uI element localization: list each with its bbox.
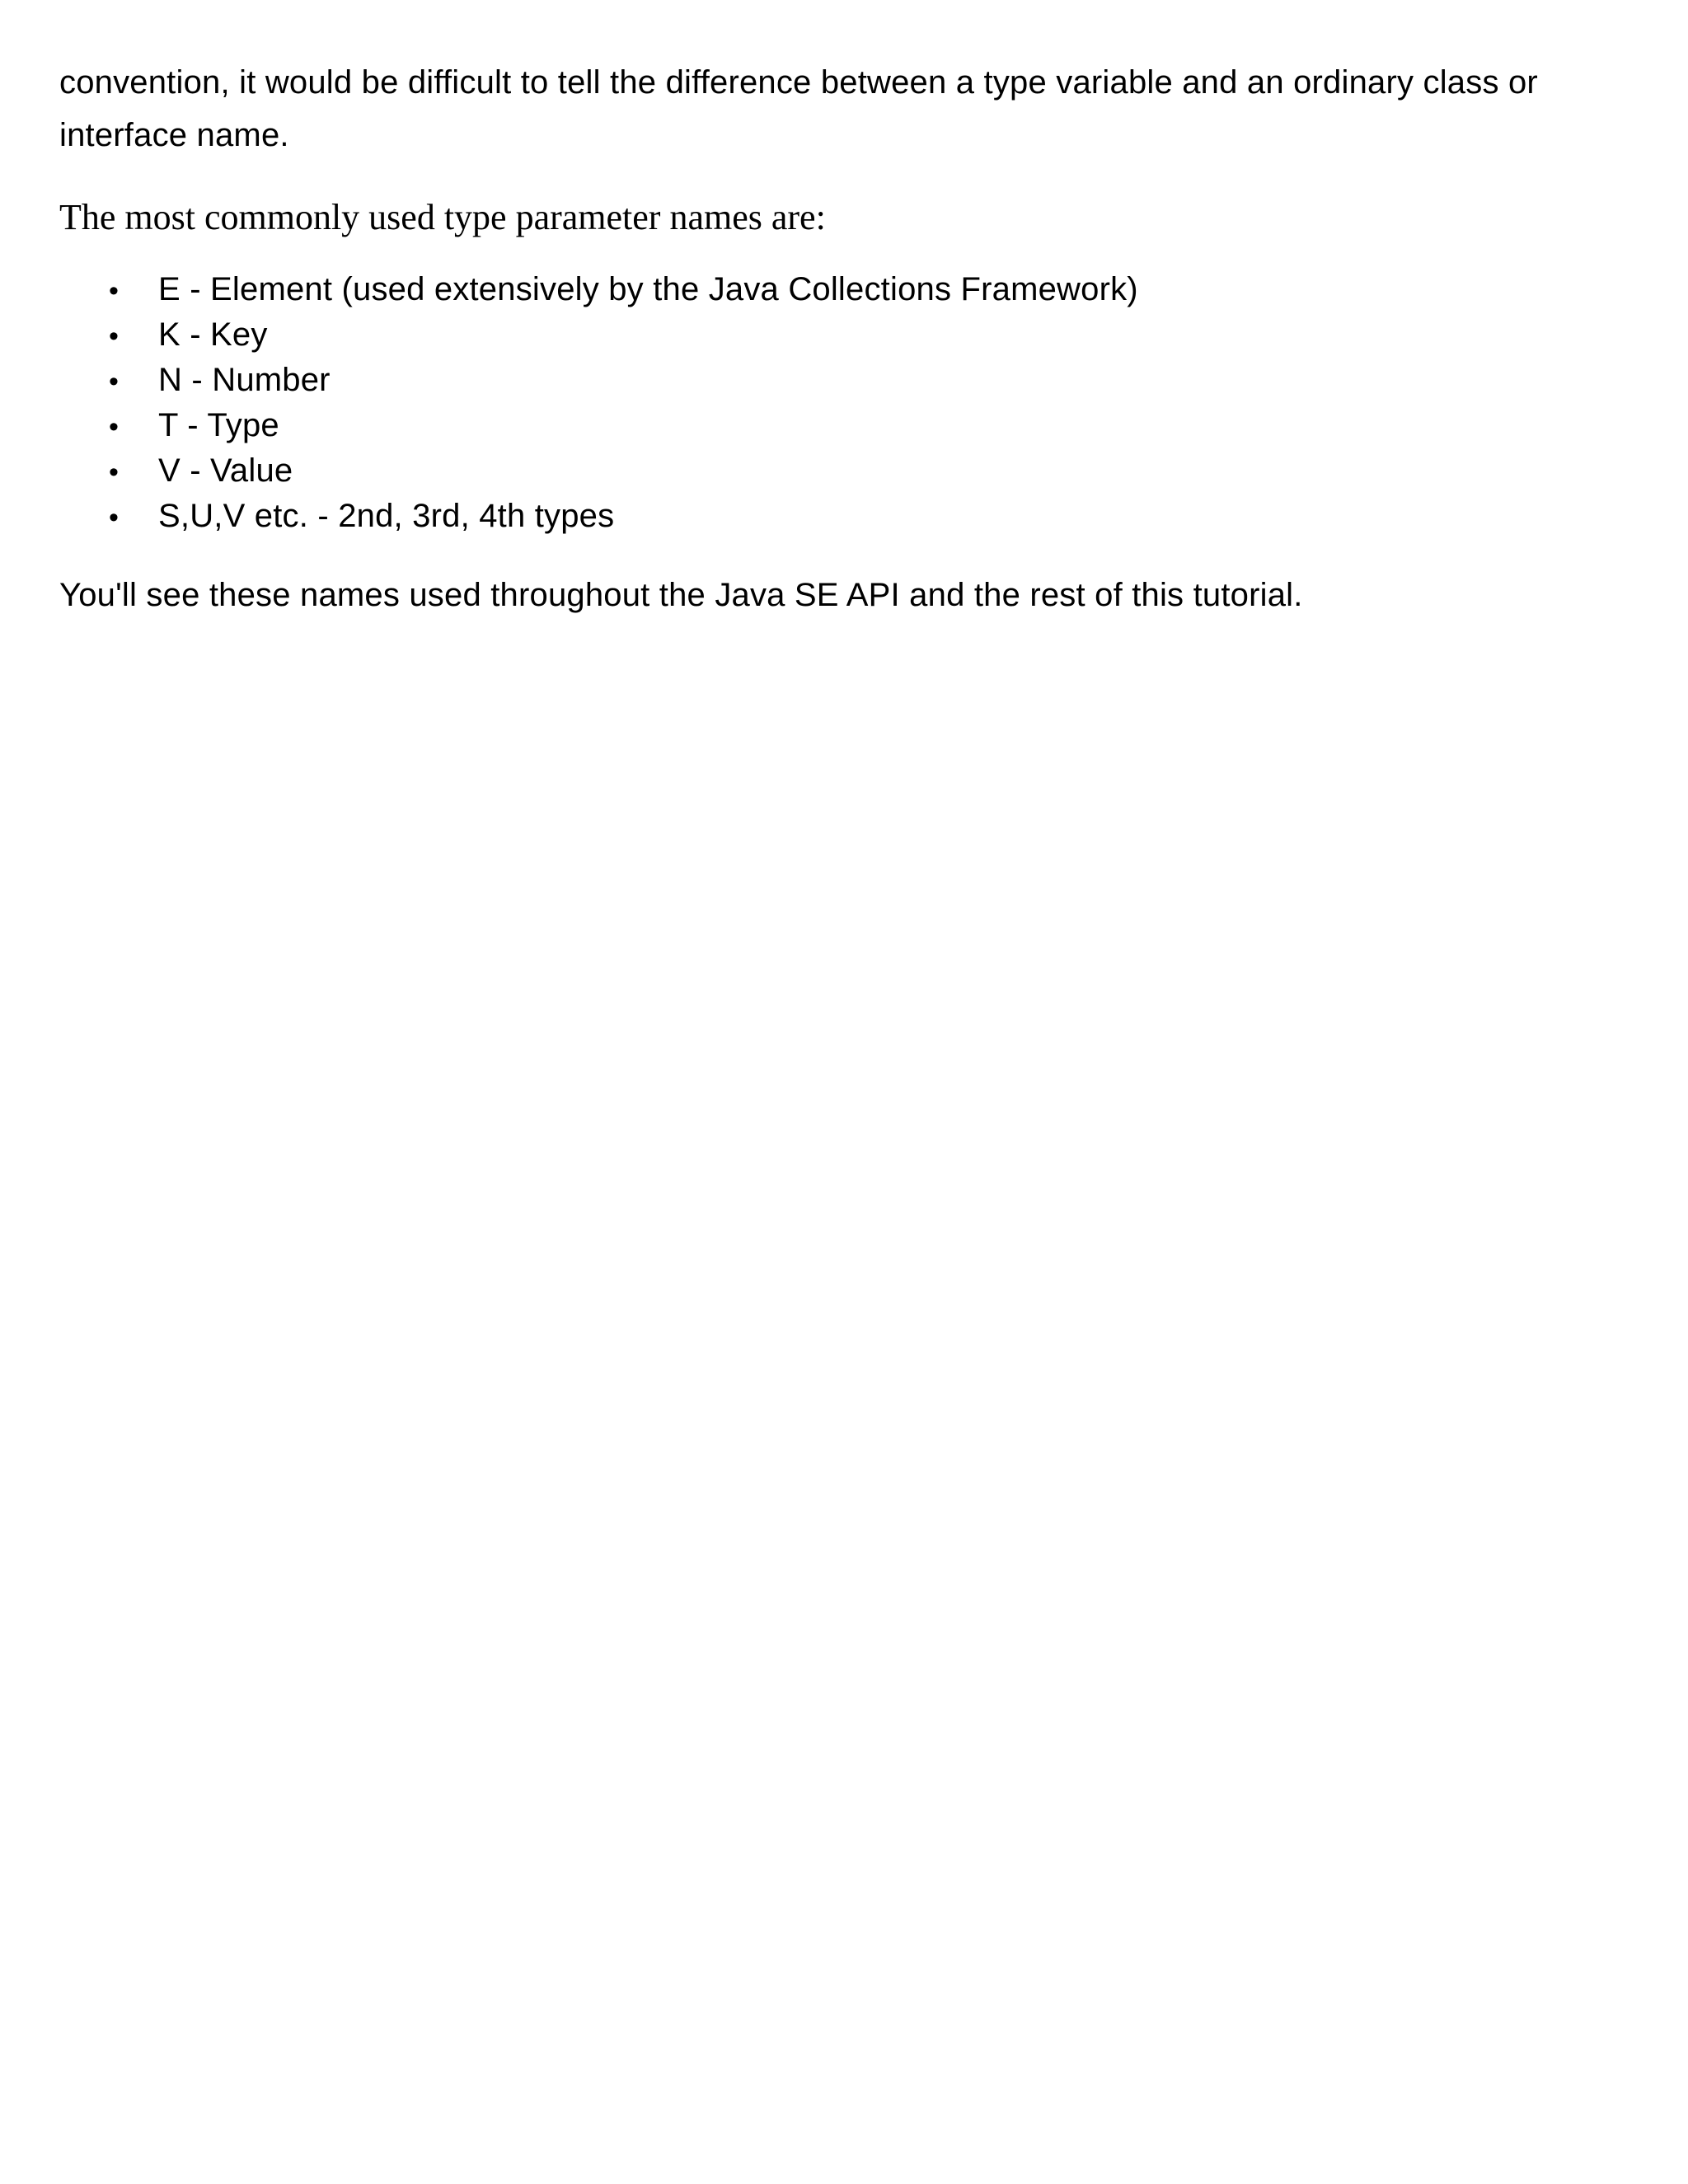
list-item-text: S,U,V etc. - 2nd, 3rd, 4th types: [158, 498, 615, 534]
list-item-text: N - Number: [158, 362, 331, 398]
list-item-text: T - Type: [158, 407, 279, 443]
list-item: [59, 312, 1625, 358]
bullet-icon: •: [109, 502, 120, 533]
list-item: [59, 403, 1625, 448]
list-item: [59, 448, 1625, 494]
list-item: [59, 267, 1625, 312]
bullet-icon: •: [109, 457, 120, 488]
closing-paragraph: You'll see these names used throughout the Java SE API and the rest of this tutorial.: [59, 577, 1303, 613]
bullet-icon: •: [109, 321, 120, 352]
bullet-icon: •: [109, 366, 120, 397]
list-item: [59, 494, 1625, 539]
intro-paragraph: convention, it would be difficult to tell the difference between a type variable and an ordinary class or interface name.: [59, 64, 1538, 153]
type-parameter-list: [59, 267, 1625, 539]
bullet-icon: •: [109, 411, 120, 443]
document-page: [59, 56, 1625, 621]
list-item-text: V - Value: [158, 452, 293, 489]
bullet-icon: •: [109, 275, 120, 307]
list-item: [59, 358, 1625, 403]
list-item-text: E - Element (used extensively by the Java Collections Framework): [158, 271, 1138, 307]
list-item-text: K - Key: [158, 316, 268, 353]
list-heading-sentence: The most commonly used type parameter names are:: [59, 197, 826, 237]
